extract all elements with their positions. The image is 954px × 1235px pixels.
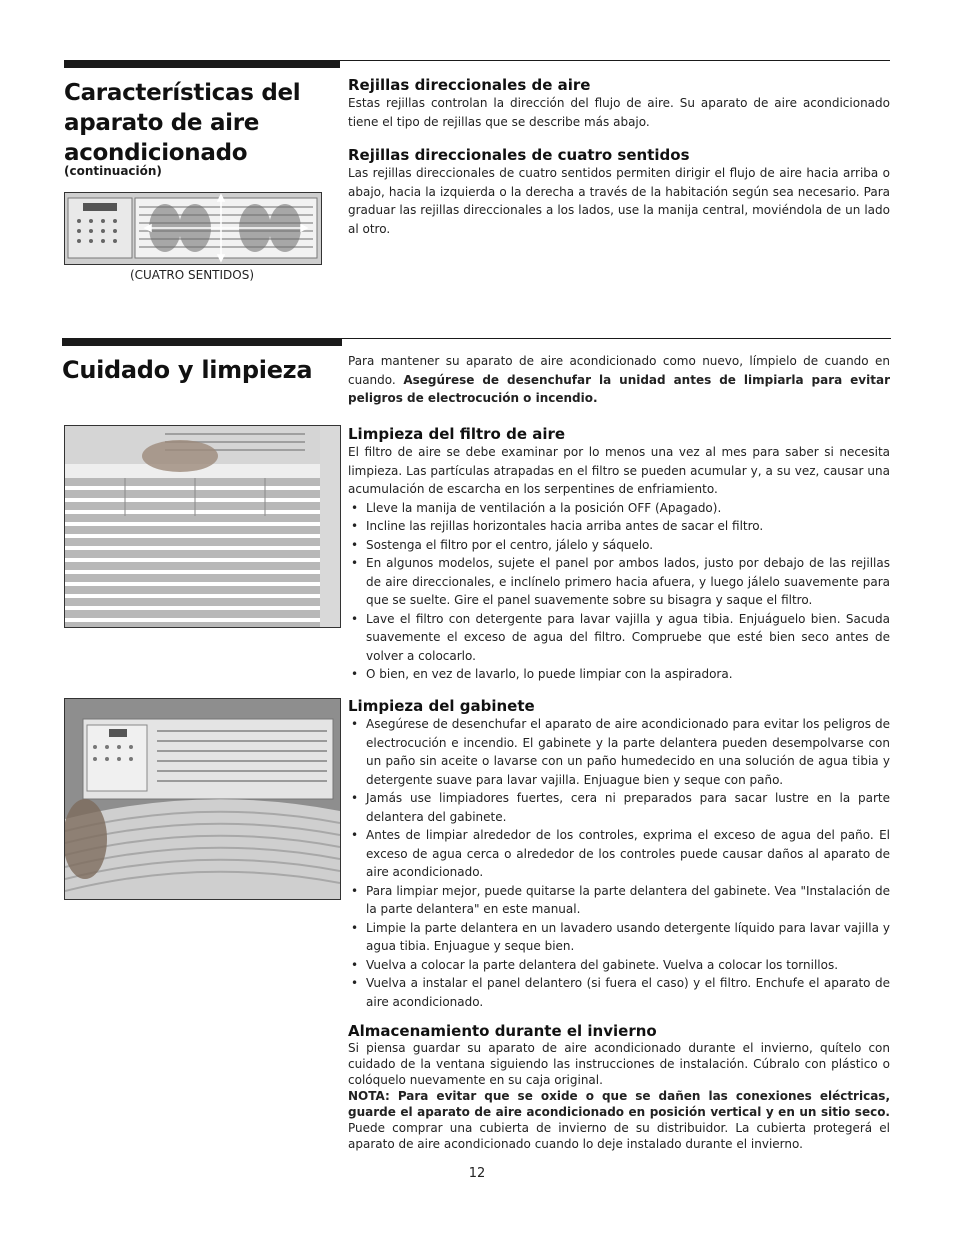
louvers-section <box>348 76 890 238</box>
winter-section <box>348 1022 890 1152</box>
section-rule-thin <box>340 338 891 339</box>
care-title: Cuidado y limpieza <box>62 356 313 384</box>
features-title-line: aparato de aire <box>64 110 260 136</box>
list-item: • Para limpiar mejor, puede quitarse la parte delantera del gabinete. Vea "Instalación de la parte delantera" en este manual. <box>348 882 890 919</box>
four-way-heading: Rejillas direccionales de cuatro sentidos <box>348 146 690 164</box>
list-item: • Asegúrese de desenchufar el aparato de aire acondicionado para evitar los peligros de electrocución e incendio. El gabinete y la parte delantera pueden desempolvarse con un paño sin aceite o lavarse con un paño humedecido en una solución de agua tibia y detergente suave para lavar vajilla. Enjuague bien y seque con paño. <box>348 715 890 789</box>
care-intro-sentence: Para mantener su aparato de aire acondicionado como nuevo, límpielo de cuando en cuando. <box>348 354 890 387</box>
list-item: • Lave el filtro con detergente para lavar vajilla y agua tibia. Enjuáguelo bien. Sacuda suavemente el exceso de agua del filtro. Compruebe que esté bien seco antes de volver a colocarlo. <box>348 610 890 666</box>
cabinet-section <box>348 697 890 1011</box>
care-intro <box>348 352 890 408</box>
cabinet-bullet-list <box>348 715 890 1011</box>
winter-note <box>348 1088 890 1152</box>
four-way-caption: (CUATRO SENTIDOS) <box>129 268 255 282</box>
care-intro-text <box>348 352 890 408</box>
winter-heading: Almacenamiento durante el invierno <box>348 1022 657 1040</box>
list-item: • Lleve la manija de ventilación a la posición OFF (Apagado). <box>348 499 890 518</box>
list-item: • O bien, en vez de lavarlo, lo puede limpiar con la aspiradora. <box>348 665 890 684</box>
features-title-line: acondicionado <box>64 140 248 166</box>
features-title-line: Características del <box>64 80 301 106</box>
winter-text: Si piensa guardar su aparato de aire acondicionado durante el invierno, quítelo con cuidado de la ventana siguiendo las instrucciones de instalación. Cúbralo con plástico o colóquelo nuevamente en su caja original. <box>348 1041 890 1087</box>
filter-text: El filtro de aire se debe examinar por lo menos una vez al mes para saber si necesita limpieza. Las partículas atrapadas en el filtro se pueden acumular y, a su vez, causar una acumulación de escarcha en los serpentines de enfriamiento. <box>348 445 890 496</box>
list-item: • Vuelva a instalar el panel delantero (si fuera el caso) y el filtro. Enchufe el aparato de aire acondicionado. <box>348 974 890 1011</box>
list-item: • Limpie la parte delantera en un lavadero usando detergente líquido para lavar vajilla y agua tibia. Enjuague y seque bien. <box>348 919 890 956</box>
four-way-text: Las rejillas direccionales de cuatro sentidos permiten dirigir el flujo de aire hacia arriba o abajo, hacia la izquierda o la derecha a través de la habitación según sea necesario. Para graduar las rejillas direccionales a los lados, use la manija central, moviéndola de un lado al otro. <box>348 166 890 236</box>
section-rule-thick <box>64 60 340 68</box>
filter-removal-photo <box>64 425 341 628</box>
page-number: 12 <box>468 1166 486 1181</box>
section-rule-thin <box>340 60 890 61</box>
list-item: • Vuelva a colocar la parte delantera del gabinete. Vuelva a colocar los tornillos. <box>348 956 890 975</box>
filter-removal-drawing <box>65 426 340 627</box>
list-item: • Sostenga el filtro por el centro, jálelo y sáquelo. <box>348 536 890 555</box>
list-item: • En algunos modelos, sujete el panel por ambos lados, justo por debajo de las rejillas de aire direccionales, e inclínelo primero hacia afuera, y luego jálelo suavemente para que se suelte. Gire el panel suavemente sobre su bisagra y saque el filtro. <box>348 554 890 610</box>
care-intro-warning: Asegúrese de desenchufar la unidad antes de limpiarla para evitar peligros de electrocución o incendio. <box>348 372 890 405</box>
filter-section <box>348 425 890 684</box>
filter-bullet-list <box>348 499 890 684</box>
list-item: • Incline las rejillas horizontales hacia arriba antes de sacar el filtro. <box>348 517 890 536</box>
louvers-heading: Rejillas direccionales de aire <box>348 76 591 94</box>
ac-four-way-drawing <box>65 193 321 264</box>
winter-note-rest: Puede comprar una cubierta de invierno de su distribuidor. La cubierta protegerá el aparato de aire acondicionado cuando lo deje instalado durante el invierno. <box>348 1121 890 1151</box>
cabinet-cleaning-drawing <box>65 699 340 899</box>
continuation-label: (continuación) <box>64 164 162 178</box>
list-item: • Antes de limpiar alrededor de los controles, exprima el exceso de agua del paño. El exceso de agua cerca o alrededor de los controles puede causar daños al aparato de aire acondicionado. <box>348 826 890 882</box>
louvers-text: Estas rejillas controlan la dirección del flujo de aire. Su aparato de aire acondicionado tiene el tipo de rejillas que se describe más abajo. <box>348 96 890 129</box>
cabinet-cleaning-photo <box>64 698 341 900</box>
features-title <box>64 78 334 168</box>
winter-note-bold: NOTA: Para evitar que se oxide o que se dañen las conexiones eléctricas, guarde el aparato de aire acondicionado en posición vertical y en un sitio seco. <box>348 1089 890 1119</box>
cabinet-heading: Limpieza del gabinete <box>348 697 535 715</box>
ac-four-way-image <box>64 192 322 265</box>
list-item: • Jamás use limpiadores fuertes, cera ni preparados para sacar lustre en la parte delantera del gabinete. <box>348 789 890 826</box>
section-rule-thick <box>62 338 342 346</box>
filter-heading: Limpieza del filtro de aire <box>348 425 566 443</box>
